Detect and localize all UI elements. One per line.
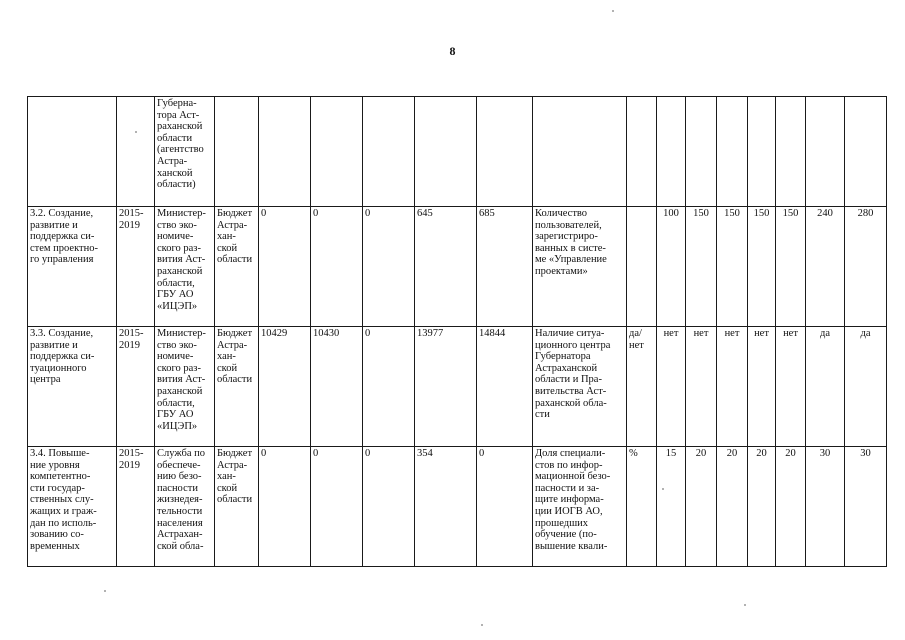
target-value-cell: нет (657, 327, 686, 447)
funding-value-cell (311, 97, 363, 207)
period-cell: 2015- 2019 (117, 447, 155, 567)
page-number: 8 (449, 44, 456, 58)
executor-cell: Министер- ство эко- номиче- ского раз- вития Аст- раханской области, ГБУ АО «ИЦЭП» (155, 327, 215, 447)
unit-cell: % (627, 447, 657, 567)
funding-value-cell (363, 97, 415, 207)
funding-source-cell (215, 97, 259, 207)
table-row (28, 447, 887, 567)
funding-source-cell: Бюджет Астра- хан- ской области (215, 447, 259, 567)
target-value-cell: 150 (686, 207, 717, 327)
executor-cell: Служба по обеспече- нию безо- пасности жизнедея- тельности населения Астрахан- ской обла- (155, 447, 215, 567)
scan-speck (481, 624, 483, 626)
funding-value-cell: 0 (259, 207, 311, 327)
funding-source-cell: Бюджет Астра- хан- ской области (215, 327, 259, 447)
target-value-cell: 20 (748, 447, 776, 567)
target-value-cell (717, 97, 748, 207)
indicator-cell: Наличие ситуа- ционного центра Губернатора Астраханской области и Пра- вительства Аст- раханской обла- сти (533, 327, 627, 447)
measure-name-cell: 3.4. Повыше- ние уровня компетентно- сти государ- ственных слу- жащих и граж- дан по исполь- зованию со- временных (28, 447, 117, 567)
funding-value-cell: 10430 (311, 327, 363, 447)
table-row (28, 327, 887, 447)
scan-speck (662, 488, 664, 490)
target-value-cell: 15 (657, 447, 686, 567)
target-value-cell (748, 97, 776, 207)
target-value-cell: 20 (776, 447, 806, 567)
funding-value-cell (415, 97, 477, 207)
target-value-cell: 150 (776, 207, 806, 327)
funding-value-cell: 0 (363, 327, 415, 447)
table-row (28, 97, 887, 207)
period-cell: 2015- 2019 (117, 207, 155, 327)
target-value-cell: нет (776, 327, 806, 447)
funding-value-cell: 0 (477, 447, 533, 567)
funding-value-cell: 13977 (415, 327, 477, 447)
funding-value-cell: 0 (311, 447, 363, 567)
target-value-cell (776, 97, 806, 207)
target-value-cell (657, 97, 686, 207)
target-value-cell: нет (717, 327, 748, 447)
measure-name-cell: 3.3. Создание, развитие и поддержка си- туационного центра (28, 327, 117, 447)
program-table (27, 96, 887, 567)
funding-source-cell: Бюджет Астра- хан- ской области (215, 207, 259, 327)
target-value-cell: 280 (845, 207, 887, 327)
executor-cell: Министер- ство эко- номиче- ского раз- вития Аст- раханской области, ГБУ АО «ИЦЭП» (155, 207, 215, 327)
target-value-cell: 30 (806, 447, 845, 567)
indicator-cell: Доля специали- стов по инфор- мационной безо- пасности и за- щите информа- ции ИОГВ АО, прошедших обучение (по- вышение квали- (533, 447, 627, 567)
indicator-cell (533, 97, 627, 207)
target-value-cell: 150 (748, 207, 776, 327)
measure-name-cell: 3.2. Создание, развитие и поддержка си- стем проектно- го управления (28, 207, 117, 327)
target-value-cell: 20 (686, 447, 717, 567)
funding-value-cell: 0 (259, 447, 311, 567)
unit-cell (627, 207, 657, 327)
target-value-cell: 20 (717, 447, 748, 567)
funding-value-cell: 354 (415, 447, 477, 567)
funding-value-cell: 685 (477, 207, 533, 327)
target-value-cell: 150 (717, 207, 748, 327)
funding-value-cell: 0 (363, 447, 415, 567)
period-cell: 2015- 2019 (117, 327, 155, 447)
target-value-cell (806, 97, 845, 207)
funding-value-cell: 14844 (477, 327, 533, 447)
funding-value-cell (259, 97, 311, 207)
executor-cell: Губерна- тора Аст- раханской области (агентство Астра- ханской области) (155, 97, 215, 207)
scan-speck (612, 10, 614, 12)
target-value-cell: нет (748, 327, 776, 447)
funding-value-cell: 10429 (259, 327, 311, 447)
period-cell (117, 97, 155, 207)
measure-name-cell (28, 97, 117, 207)
target-value-cell: 100 (657, 207, 686, 327)
funding-value-cell: 645 (415, 207, 477, 327)
scan-speck (744, 604, 746, 606)
indicator-cell: Количество пользователей, зарегистриро- ванных в систе- ме «Управление проектами» (533, 207, 627, 327)
target-value-cell: 30 (845, 447, 887, 567)
unit-cell (627, 97, 657, 207)
target-value-cell (845, 97, 887, 207)
table-row (28, 207, 887, 327)
scan-speck (135, 131, 137, 133)
funding-value-cell: 0 (311, 207, 363, 327)
funding-value-cell: 0 (363, 207, 415, 327)
target-value-cell: нет (686, 327, 717, 447)
scan-speck (104, 590, 106, 592)
unit-cell: да/ нет (627, 327, 657, 447)
target-value-cell (686, 97, 717, 207)
target-value-cell: да (806, 327, 845, 447)
funding-value-cell (477, 97, 533, 207)
target-value-cell: да (845, 327, 887, 447)
target-value-cell: 240 (806, 207, 845, 327)
